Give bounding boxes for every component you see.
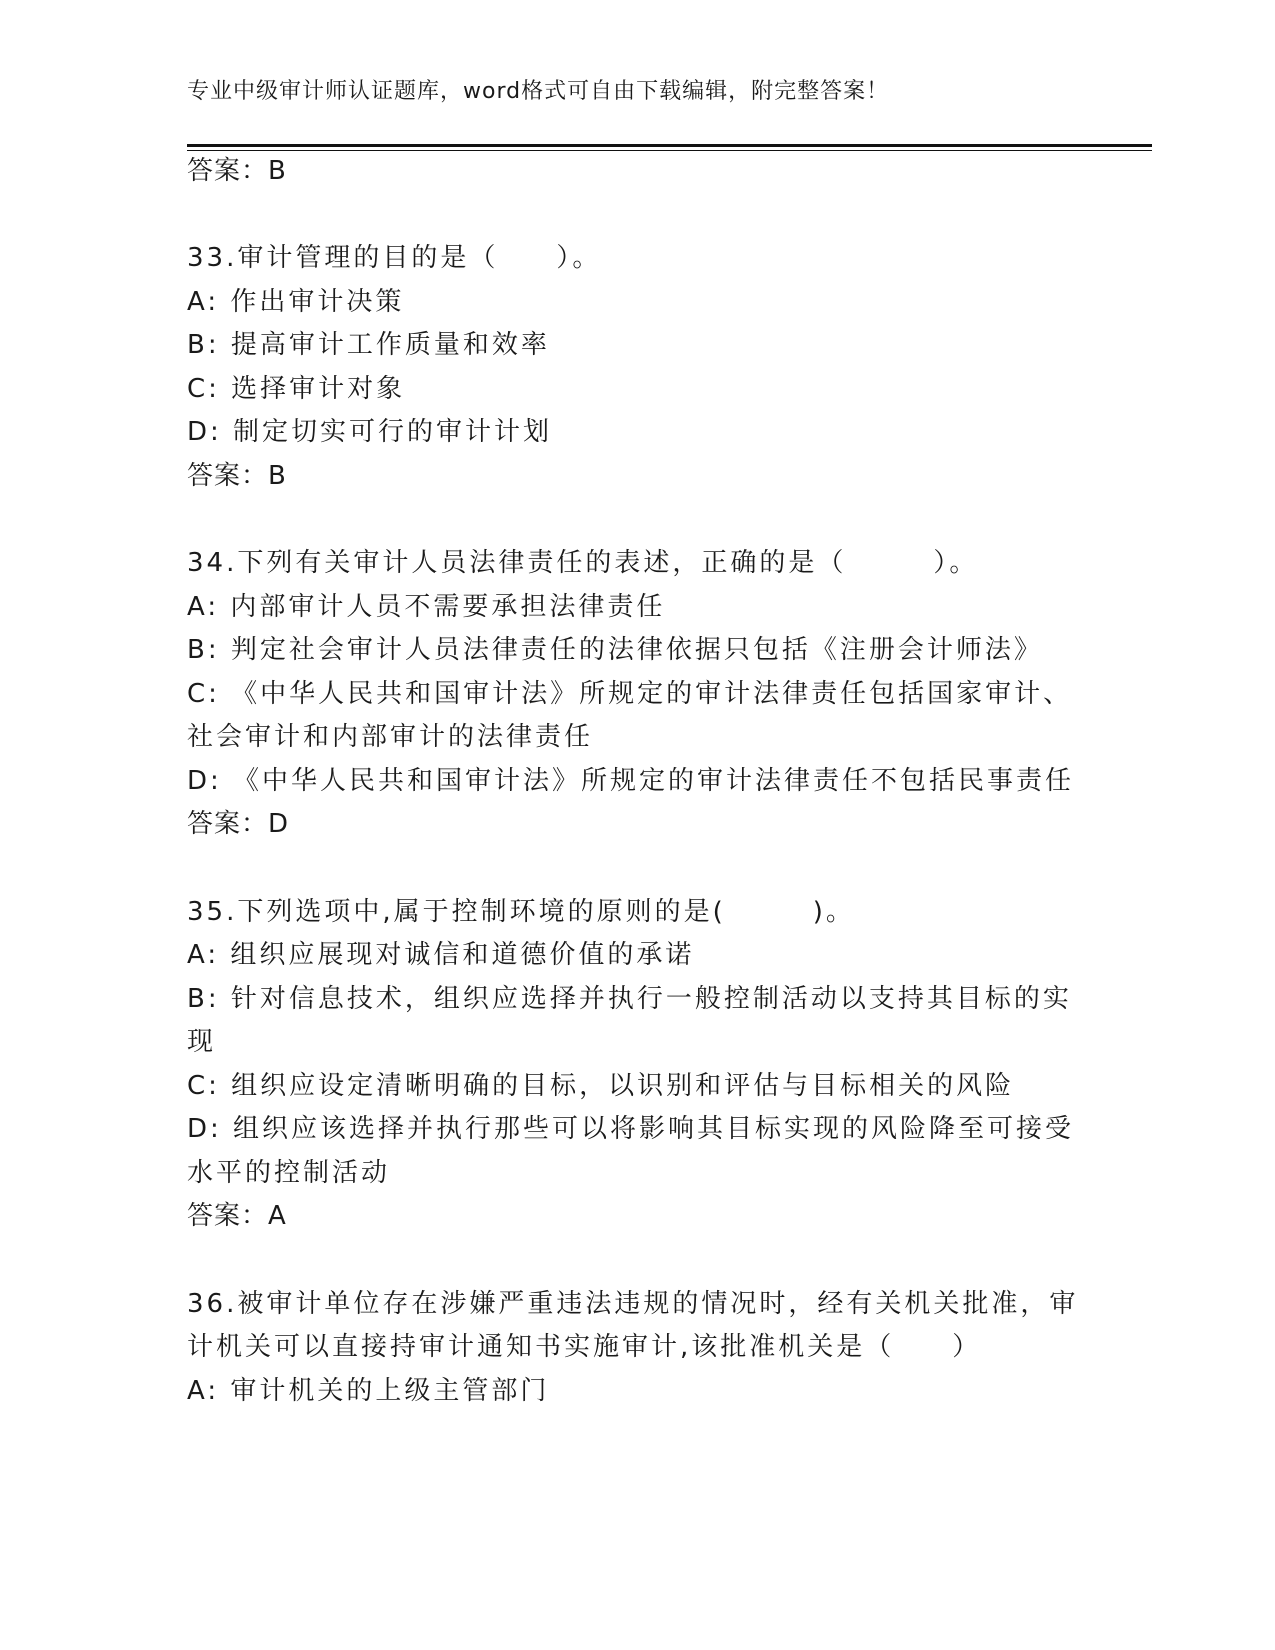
header-rule-thin <box>187 150 1152 151</box>
question-34-option-d: D: 《中华人民共和国审计法》所规定的审计法律责任不包括民事责任 <box>187 766 1075 796</box>
page-header: 专业中级审计师认证题库，word格式可自由下载编辑，附完整答案！ <box>187 79 890 104</box>
question-35-option-a: A: 组织应展现对诚信和道德价值的承诺 <box>187 940 695 970</box>
answer-33: 答案：B <box>187 461 287 491</box>
question-33-option-a: A: 作出审计决策 <box>187 287 405 317</box>
question-36-stem-line1: 36.被审计单位存在涉嫌严重违法违规的情况时，经有关机关批准，审 <box>187 1289 1079 1319</box>
answer-32: 答案：B <box>187 156 287 186</box>
question-34-stem: 34.下列有关审计人员法律责任的表述，正确的是（ ）。 <box>187 548 979 578</box>
question-36-stem-line2: 计机关可以直接持审计通知书实施审计,该批准机关是（ ） <box>187 1332 982 1362</box>
question-34-option-b: B: 判定社会审计人员法律责任的法律依据只包括《注册会计师法》 <box>187 635 1043 665</box>
question-35-option-d-line2: 水平的控制活动 <box>187 1158 391 1188</box>
question-33-stem: 33.审计管理的目的是（ ）。 <box>187 243 602 273</box>
question-35-option-b-line2: 现 <box>187 1027 217 1057</box>
answer-35: 答案：A <box>187 1201 287 1231</box>
answer-34: 答案：D <box>187 809 290 839</box>
question-34-option-c-line2: 社会审计和内部审计的法律责任 <box>187 722 594 752</box>
question-34-option-c-line1: C: 《中华人民共和国审计法》所规定的审计法律责任包括国家审计、 <box>187 679 1073 709</box>
question-35-option-c: C: 组织应设定清晰明确的目标，以识别和评估与目标相关的风险 <box>187 1071 1015 1101</box>
question-33-option-d: D: 制定切实可行的审计计划 <box>187 417 553 447</box>
question-34-option-a: A: 内部审计人员不需要承担法律责任 <box>187 592 666 622</box>
question-33-option-c: C: 选择审计对象 <box>187 374 406 404</box>
question-33-option-b: B: 提高审计工作质量和效率 <box>187 330 550 360</box>
question-35-stem: 35.下列选项中,属于控制环境的原则的是( )。 <box>187 897 855 927</box>
question-35-option-b-line1: B: 针对信息技术，组织应选择并执行一般控制活动以支持其目标的实 <box>187 984 1072 1014</box>
question-36-option-a: A: 审计机关的上级主管部门 <box>187 1376 550 1406</box>
header-rule-thick <box>187 144 1152 147</box>
question-35-option-d-line1: D: 组织应该选择并执行那些可以将影响其目标实现的风险降至可接受 <box>187 1114 1075 1144</box>
